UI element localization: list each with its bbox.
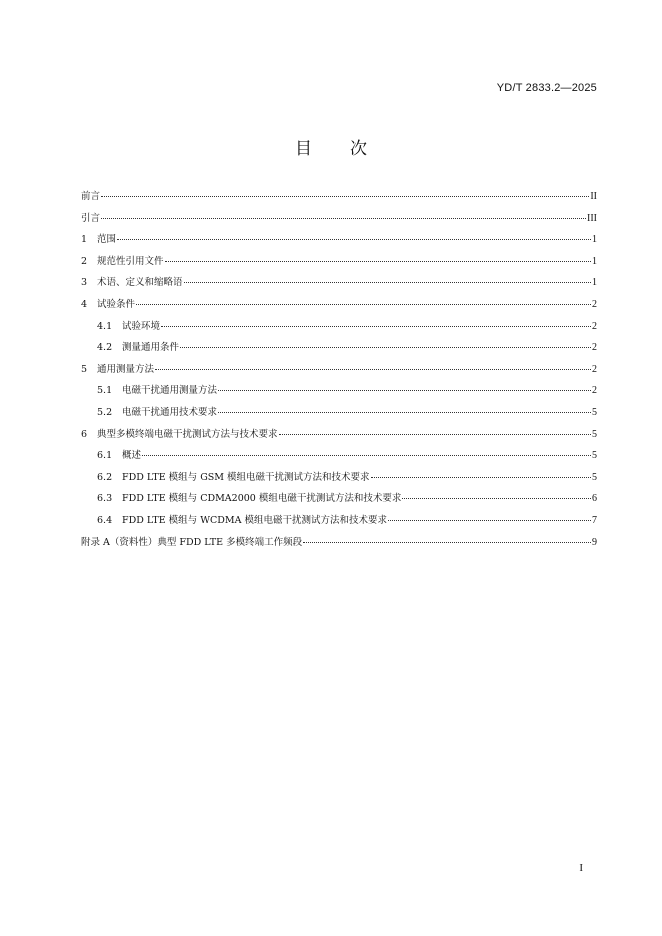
toc-entry-title: 试验条件 [97, 298, 136, 310]
toc-entry-page: 9 [592, 536, 597, 548]
toc-entry-title: FDD LTE 模组与 CDMA2000 模组电磁干扰测试方法和技术要求 [122, 493, 402, 505]
toc-entry[interactable] [81, 512, 597, 534]
toc-entry-page: 5 [592, 471, 597, 483]
dot-leader [161, 326, 591, 327]
toc-entry[interactable] [81, 361, 597, 383]
toc-entry-title: 引言 [81, 212, 101, 224]
toc-entry-title: 前言 [81, 191, 101, 202]
toc-entry[interactable] [81, 188, 597, 210]
toc-entry-number: 4.2 [97, 342, 113, 354]
toc-entry[interactable] [81, 296, 597, 318]
toc-entry[interactable] [81, 318, 597, 340]
toc-entry-page: 1 [592, 277, 597, 289]
dot-leader [142, 455, 591, 456]
toc-entry[interactable] [81, 274, 597, 296]
toc-entry-page: 2 [592, 320, 597, 332]
toc-entry-page: 2 [592, 363, 597, 375]
dot-leader [184, 282, 591, 283]
toc-entry-page: 5 [592, 428, 597, 440]
toc-entry-page: 7 [592, 514, 597, 526]
dot-leader [218, 412, 591, 413]
toc-entry[interactable] [81, 210, 597, 232]
toc-entry-number: 6.4 [97, 514, 113, 526]
dot-leader [371, 477, 591, 478]
dot-leader [117, 239, 591, 240]
toc-entry-page: 5 [592, 450, 597, 462]
toc-entry[interactable] [81, 534, 597, 556]
toc-entry-number: 4.1 [97, 320, 113, 332]
toc-entry[interactable] [81, 404, 597, 426]
toc-entry-page: 1 [592, 255, 597, 267]
toc-entry[interactable] [81, 426, 597, 448]
toc-entry-page: II [590, 191, 597, 202]
dot-leader [402, 498, 591, 499]
table-of-contents [81, 188, 597, 555]
toc-entry-title: 概述 [122, 450, 142, 462]
page-title: 目次 [295, 139, 405, 159]
toc-entry-title: 通用测量方法 [97, 363, 155, 375]
dot-leader [303, 542, 591, 543]
toc-entry-title: 试验环境 [122, 320, 161, 332]
dot-leader [388, 520, 591, 521]
dot-leader [136, 304, 591, 305]
toc-entry[interactable] [81, 382, 597, 404]
toc-entry-title: 典型多模终端电磁干扰测试方法与技术要求 [97, 428, 278, 440]
toc-entry-title: 电磁干扰通用技术要求 [122, 406, 218, 418]
toc-entry-page: 2 [592, 385, 597, 397]
document-code: YD/T 2833.2—2025 [496, 82, 597, 94]
toc-entry-title: 规范性引用文件 [97, 255, 164, 267]
toc-entry-page: III [587, 212, 597, 224]
toc-entry-number: 4 [81, 298, 88, 310]
toc-entry-number: 6.1 [97, 450, 113, 462]
dot-leader [279, 434, 591, 435]
toc-entry-title: 术语、定义和缩略语 [97, 277, 183, 289]
dot-leader [155, 369, 591, 370]
dot-leader [101, 196, 589, 197]
toc-entry-number: 5.1 [97, 385, 113, 397]
dot-leader [101, 218, 586, 219]
toc-entry-number: 5 [81, 363, 88, 375]
toc-entry-page: 5 [592, 406, 597, 418]
toc-entry[interactable] [81, 447, 597, 469]
toc-entry-number: 5.2 [97, 406, 113, 418]
toc-entry[interactable] [81, 469, 597, 491]
toc-entry[interactable] [81, 253, 597, 275]
toc-entry-title: 附录 A（资料性）典型 FDD LTE 多模终端工作频段 [81, 536, 303, 548]
toc-entry-title: 电磁干扰通用测量方法 [122, 385, 218, 397]
toc-entry-page: 6 [592, 493, 597, 505]
toc-entry-page: 2 [592, 342, 597, 354]
dot-leader [165, 261, 591, 262]
toc-entry-page: 1 [592, 234, 597, 246]
toc-entry-title: FDD LTE 模组与 GSM 模组电磁干扰测试方法和技术要求 [122, 471, 370, 483]
toc-entry-title: 测量通用条件 [122, 342, 180, 354]
toc-entry-title: FDD LTE 模组与 WCDMA 模组电磁干扰测试方法和技术要求 [122, 514, 387, 526]
dot-leader [218, 390, 591, 391]
toc-entry-number: 6.2 [97, 471, 113, 483]
page-number: I [579, 862, 583, 874]
toc-entry[interactable] [81, 490, 597, 512]
toc-entry-number: 1 [81, 234, 88, 246]
toc-entry-number: 3 [81, 277, 88, 289]
toc-entry[interactable] [81, 339, 597, 361]
toc-entry[interactable] [81, 231, 597, 253]
dot-leader [180, 347, 591, 348]
toc-entry-number: 2 [81, 255, 88, 267]
toc-entry-title: 范围 [97, 234, 117, 246]
toc-entry-number: 6.3 [97, 493, 113, 505]
toc-entry-page: 2 [592, 298, 597, 310]
toc-entry-number: 6 [81, 428, 88, 440]
